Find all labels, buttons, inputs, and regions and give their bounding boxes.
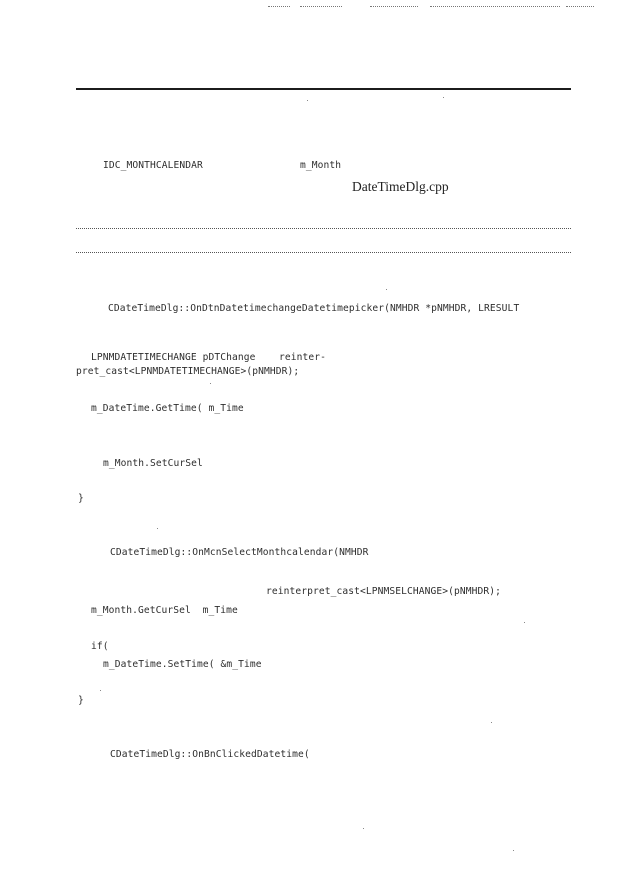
fn3-signature: CDateTimeDlg::OnBnClickedDatetime( — [110, 749, 310, 760]
scan-mark-top — [300, 6, 342, 7]
fn2-close-brace: } — [78, 695, 84, 706]
filename-label: DateTimeDlg.cpp — [352, 179, 449, 194]
code-box-frame — [76, 228, 571, 253]
fn2-line: m_Month.GetCurSel m_Time — [91, 605, 238, 616]
fn1-line: m_Month.SetCurSel — [103, 458, 203, 469]
scan-mark-top — [430, 6, 560, 7]
fn2-line: reinterpret_cast<LPNMSELCHANGE>(pNMHDR); — [266, 586, 502, 597]
scan-speck — [524, 622, 525, 623]
heading-rule — [76, 88, 571, 90]
scan-speck — [443, 97, 444, 98]
scan-speck — [363, 828, 364, 829]
scan-mark-top — [268, 6, 290, 7]
scan-speck — [386, 289, 387, 290]
fn2-signature: CDateTimeDlg::OnMcnSelectMonthcalendar(NMHDR — [110, 547, 369, 558]
fn1-line: LPNMDATETIMECHANGE pDTChange reinter- — [91, 352, 327, 363]
scan-speck — [513, 850, 514, 851]
control-id-label: IDC_MONTHCALENDAR — [103, 160, 203, 171]
fn1-signature: CDateTimeDlg::OnDtnDatetimechangeDatetimepicker(NMHDR *pNMHDR, LRESULT — [108, 303, 520, 314]
fn1-line: pret_cast<LPNMDATETIMECHANGE>(pNMHDR); — [76, 366, 300, 377]
fn2-line: m_DateTime.SetTime( &m_Time — [103, 659, 262, 670]
fn1-line: m_DateTime.GetTime( m_Time — [91, 403, 244, 414]
scan-speck — [157, 528, 158, 529]
fn1-close-brace: } — [78, 493, 84, 504]
scan-speck — [491, 722, 492, 723]
scan-mark-top — [370, 6, 418, 7]
member-variable-label: m_Month — [300, 160, 342, 171]
scan-speck — [307, 100, 308, 101]
scan-mark-top — [566, 6, 594, 7]
fn2-line: if( — [91, 641, 109, 652]
scan-speck — [210, 383, 211, 384]
scan-speck — [100, 690, 101, 691]
